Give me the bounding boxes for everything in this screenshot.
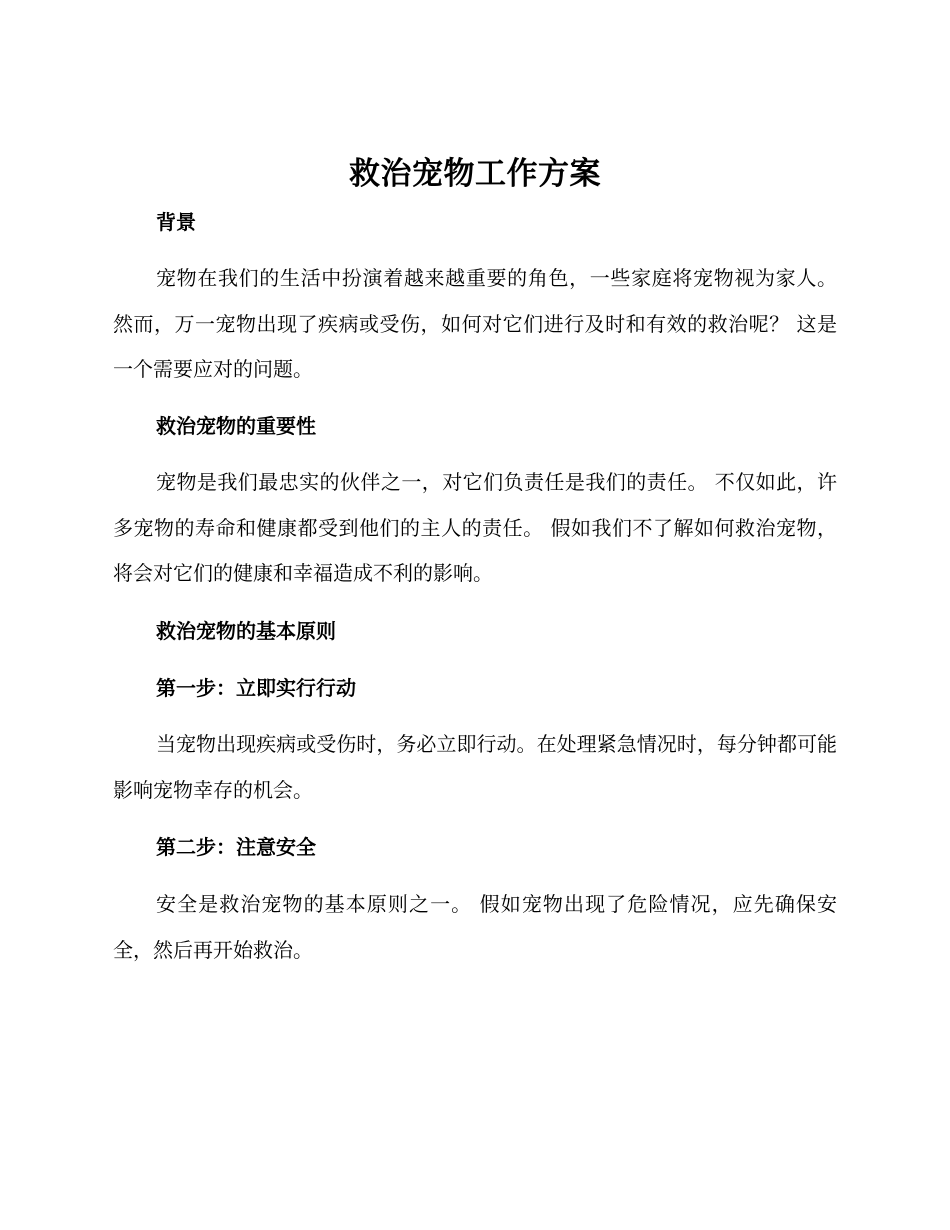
section-heading-principles: 救治宠物的基本原则 [156, 619, 336, 643]
document-title: 救治宠物工作方案 [349, 156, 601, 192]
section-heading-background: 背景 [156, 210, 196, 234]
paragraph-background: 宠物在我们的生活中扮演着越来越重要的角色，一些家庭将宠物视为家人。 然而，万一宠物出现了疾病或受伤，如何对它们进行及时和有效的救治呢？ 这是一个需要应对的问题。 [113, 266, 837, 381]
paragraph-step2: 安全是救治宠物的基本原则之一。 假如宠物出现了危险情况，应先确保安全，然后再开始救治。 [113, 892, 837, 962]
paragraph-step1: 当宠物出现疾病或受伤时，务必立即行动。在处理紧急情况时，每分钟都可能影响宠物幸存的机会。 [113, 732, 837, 802]
section-heading-step1: 第一步：立即实行行动 [156, 676, 356, 700]
section-heading-step2: 第二步：注意安全 [156, 835, 316, 859]
paragraph-importance: 宠物是我们最忠实的伙伴之一，对它们负责任是我们的责任。 不仅如此，许多宠物的寿命和健康都受到他们的主人的责任。 假如我们不了解如何救治宠物，将会对它们的健康和幸福造成不利的影响。 [113, 470, 837, 585]
section-heading-importance: 救治宠物的重要性 [156, 414, 316, 438]
